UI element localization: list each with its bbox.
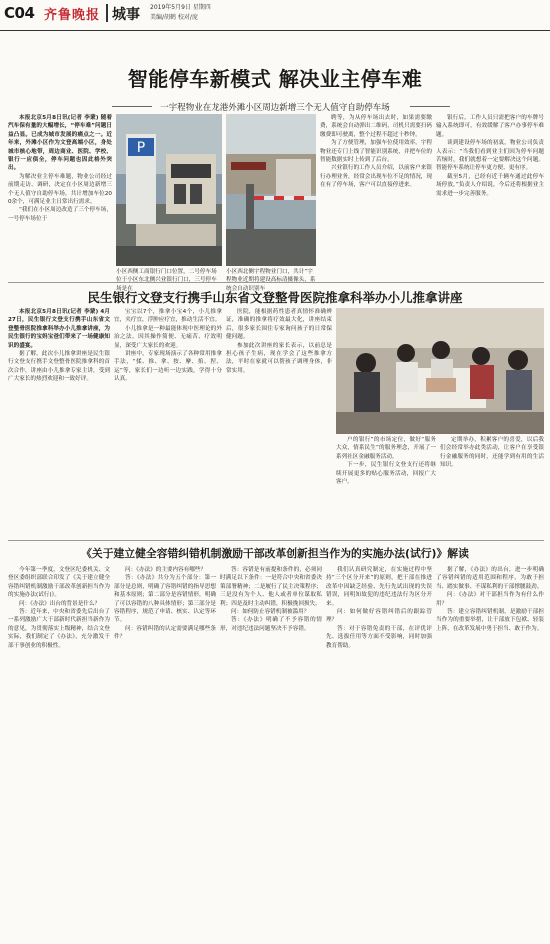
photo-caption-right: 小区西北侧宇程物业门口，共计“宇程物业近期将建设高标清摄像头，系统会自动识别车 — [226, 269, 316, 292]
article3-col2-p3: 问：容错纠错的认定需要满足哪些条件？ — [114, 625, 216, 641]
article1-col1-p1: 本报北京5月8日讯(记者 李蒙) 随着汽车保有量的大幅增长，“停车难”问题日益凸显。已成为城市发展的痛点之一。近年来，外滩小区作为文登高端小区，身处城市核心地带，周边商业、医院、学校、银行一应俱全，停车问题也因此格外突出。 — [8, 115, 112, 172]
article3-column-1 — [8, 566, 110, 938]
article2-col5-p1: 定期举办，积累客户的喜爱，以后我们会经常举办此类活动，让客户在享受银行金融服务的同时，还能学到有用的生活知识。 — [440, 437, 544, 469]
header-divider — [106, 4, 108, 22]
article2-headline: 民生银行文登支行携手山东省文登整骨医院推拿科举办小儿推拿讲座 — [87, 290, 463, 305]
article2-col1-p1: 本报北京5月8日讯(记者 李蒙) 4月27日，民生银行文登支行携手山东省文登整骨医院推拿科举办小儿推拿讲座，为民生银行的宝妈宝爸们带来了一场健康知识的盛宴。 — [8, 309, 110, 349]
photo-caption-left: 小区西侧工商银行门口位置，二号停车场位于小区东北侧兴业银行门口，三号停车场是在 — [116, 269, 217, 292]
article3-col1-p3: 答：近年来，中央和省委先后出台了一系列激励广大干部新时代新担当新作为的意见，为贯彻落实上级精神，结合文登实际，我们制定了《办法》，充分激发干部干事创业的积极性。 — [8, 609, 110, 649]
article3-col2-p1: 问：《办法》的主要内容有哪些？ — [125, 567, 207, 573]
parking-photo-1-svg — [116, 114, 222, 266]
article3-col3-p2: 问：如何防止容错机制被滥用？ — [231, 609, 310, 616]
article2-col2-p1: 宝宝以7个，推拿小宝4个，小儿推拿宜，夹疗宜，浮肿应疗宜，推动生活不宜。 — [114, 309, 222, 324]
article1-headline: 智能停车新模式 解决业主停车难 — [127, 67, 423, 91]
article1-col4-p3: 截至5月，已经有近千辆车通过此停车场停放，”负责人介绍说，今后还将根据业主需求进一步完善服务。 — [436, 173, 544, 197]
parking-photo-2 — [226, 114, 316, 266]
article2-col3-p2: 参加此次讲座的家长表示，以前总是担心孩子生病，现在学会了这些推拿方法，平时在家就可以帮孩子调理身体，非常实用。 — [226, 342, 332, 374]
article3-col4-p3: 答：对于容错免责的干部，在评优评先、选拔任用等方面不受影响，同时加强教育帮助。 — [326, 625, 432, 649]
article3-col3-p1: 答：容错是有前提和条件的，必须同时满足以下条件：一是符合中央和省委决策部署精神；二是履行了民主决策程序；三是没有为个人、他人或者单位谋取私利；四是及时主动纠错，积极挽回损失。 — [220, 567, 322, 607]
date-line: 2019年5月9日 星期四 — [150, 4, 211, 11]
article3-col5-p3: 答：建立容错纠错机制，是激励干部担当作为的重要举措，让干部放下包袱、轻装上阵，在改革发展中勇于担当、敢于作为。 — [436, 609, 544, 632]
article1-column-4 — [436, 114, 544, 274]
subheadline-rule-right — [410, 106, 450, 107]
section-title: 城事 — [112, 7, 140, 23]
lecture-photo-svg — [336, 308, 544, 434]
article3-col5-p2: 问：《办法》对干部担当作为有什么作用？ — [436, 592, 544, 607]
article3-col4-p1: 我们认真研究制定，在实施过程中坚持“三个区分开来”的原则，把干部在推进改革中因缺乏经验、先行先试出现的失误错误，同明知故犯的违纪违法行为区分开来。 — [326, 567, 432, 607]
editor-line: 美编/胡鹤 校对/庞 — [150, 14, 198, 21]
article2-column-5 — [440, 436, 544, 484]
article3-col5-p1: 据了解，《办法》的出台，进一步明确了容错纠错的适用范围和程序，为敢于担当、踏实做事、不谋私利的干部撑腰鼓劲。 — [436, 567, 544, 590]
page-number: C04 — [4, 4, 35, 22]
article1-col3-p2: 为了方便管理，加强车位使用效率，宇程物业还专门上线了智能识别系统，并把车位的智能数据实时上传到了后台。 — [320, 140, 432, 164]
article1-col1-p3: “我们在小区周边改造了三个停车场，一号停车场位于 — [8, 207, 112, 222]
article1-col3-p3: 兴业银行的工作人员介绍，以前客户来银行办理业务，经常会出现车位不足的情况，现在有了停车场，客户可以直接停进来。 — [320, 165, 432, 189]
parking-photo-2-svg — [226, 114, 316, 266]
article3-column-5 — [436, 566, 544, 938]
article1-col3-p1: 聘等，为从停车场出去时，如果需要缴费，系统会自动弹出二维码，司机只需要扫码缴费即可驶离，整个过程不超过十秒钟。 — [320, 115, 432, 138]
article1-column-1 — [8, 114, 112, 272]
article3-col4-p2: 问：如何做好容错纠错后的跟踪管理？ — [326, 609, 432, 624]
article2-column-3 — [226, 308, 332, 376]
article2-column-3b — [226, 436, 332, 484]
divider-1 — [8, 282, 544, 283]
svg-text:P: P — [136, 140, 146, 156]
article2-col3-p1: 医院，能根据药性患者真情怀准确辨证，准确的推拿将疗效最大化，讲座结束后，很多家长围住专家询问孩子的日常保健问题。 — [226, 309, 332, 341]
subheadline-rule-left — [112, 106, 152, 107]
article1-col4-p1: 银行后，工作人员只需把客户的车牌号输入系统即可，有效缓解了客户办事停车难题。 — [436, 115, 544, 138]
newspaper-logo: 齐鲁晚报 — [44, 8, 101, 23]
article3-column-2 — [114, 566, 216, 938]
article2-col2-p3: 讲座中，专家现场演示了各种常用推拿手法，“揉、推、拿、按、摩、掐、捏、运”等，家长们一边听一边实践，学得十分认真。 — [114, 351, 222, 383]
article2-column-2 — [114, 308, 222, 484]
article2-col4-p2: 下一步，民生银行文登支行还将继续开展更多的贴心服务活动，回报广大客户。 — [336, 462, 436, 486]
article3-col1-p1: 今年第一季度，文登区纪委机关、文登区委组织部联合印发了《关于建立健全容错纠错机制激励干部改革创新担当作为的实施办法(试行)》。 — [8, 567, 110, 599]
article3-col1-p2: 问：《办法》出台的背景是什么？ — [19, 600, 101, 607]
article3-col2-p2: 答：《办法》共分为五个部分：第一部分是总则，明确了容错纠错的指导思想和基本原则；第二部分是容错情形，明确了可以容错的八种具体情形；第三部分是容错程序，规范了申请、核实、认定等环节。 — [114, 575, 216, 624]
divider-2 — [8, 540, 544, 541]
parking-photo-1 — [116, 114, 222, 266]
article2-column-4 — [336, 436, 436, 484]
article1-subheadline: 一宇程物业在龙港外滩小区周边新增三个无人值守自助停车场 — [160, 103, 390, 113]
article3-headline: 《关于建立健全容错纠错机制激励干部改革创新担当作为的实施办法(试行)》解读 — [81, 547, 469, 560]
article1-column-3 — [320, 114, 432, 274]
article2-col2-p2: 小儿推拿是一种最能体现中医理论的外治之法，因其操作简便、无痛苦、疗效明显，深受广大家长的欢迎。 — [114, 325, 222, 349]
article3-col3-p3: 答：《办法》明确了不予容错的情形，对违纪违法问题坚决不予容错。 — [220, 617, 322, 632]
article3-column-3 — [220, 566, 322, 938]
article1-col4-p2: 谈到建设停车场的初衷，物业公司负责人表示：“当我们看到业主们因为停车问题苦恼时，我们就想着一定要解决这个问题。智能停车系统让停车更方便、更有序。 — [436, 140, 544, 172]
article2-column-1 — [8, 308, 110, 484]
article3-column-4 — [326, 566, 432, 938]
article1-col1-p2: 为解决业主停车难题，物业公司经过前期走访、调研，决定在小区周边新增三个无人值守自助停车场，共计增加车位200余个，可满足业主日常出行需求。 — [8, 173, 112, 206]
article2-col4-p1: 户的银行”的市场定位，做好“服务大众，情系民生”的服务理念，开展了一系列社区金融服务活动。 — [336, 437, 436, 460]
article2-col1-p2: 据了解，此次小儿推拿讲座是民生银行文登支行携手文登整骨医院推拿科的首次合作，讲座由小儿推拿专家主讲，受到广大家长的热烈欢迎和一致好评。 — [8, 351, 110, 383]
lecture-photo — [336, 308, 544, 434]
